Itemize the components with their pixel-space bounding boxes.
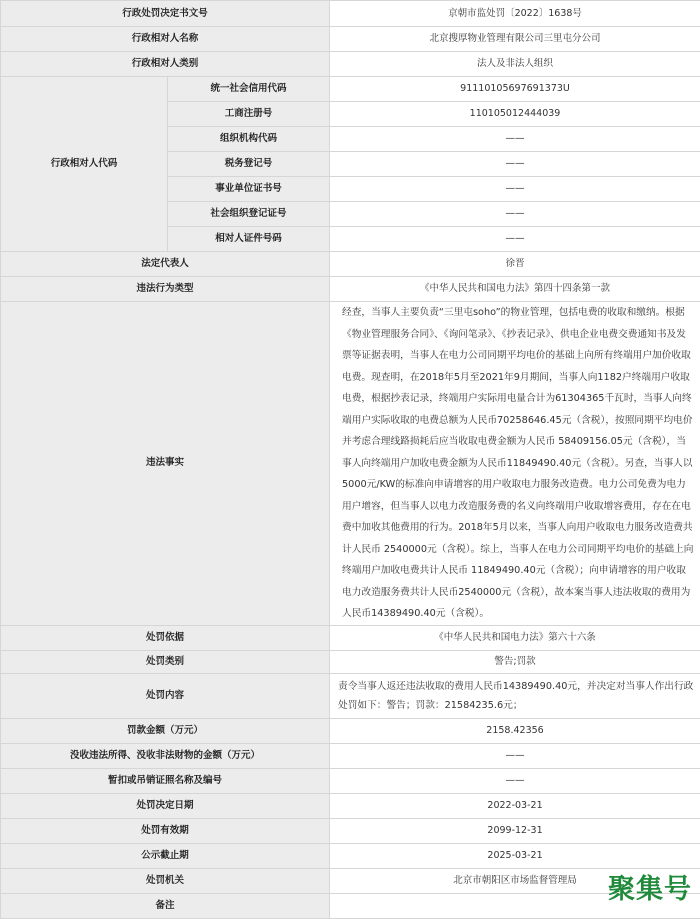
row-license: [1, 768, 700, 793]
authority-label: 处罚机关: [1, 868, 330, 893]
party-name-value: 北京搜厚物业管理有限公司三里屯分公司: [330, 27, 700, 52]
institution-cert-value: ——: [330, 177, 700, 202]
violation-facts-value: 经查，当事人主要负责“三里屯soho”的物业管理，包括电费的收取和缴纳。根据《物业管理服务合同》、《询问笔录》、《抄表记录》、供电企业电费交费通知书及发票等证据表明，当事人在电力公司同期平均电价的基础上向所有终端用户加价收取电费。现查明，在2018年5月至2021年9月期间，当事人向1182户终端用户收取电费，根据抄表记录，终端用户实际用电量合计为61304365千瓦时，当事人向终端用户实际收取的电费总额为人民币70258646.45元（含税），按照同期平均电价并考虑合理线路损耗后应当收取电费金额为人民币 58409156.05元（含税），当事人向终端用户加收电费金额为人民币11849490.40元（含税）。另查，当事人以5000元/KW的标准向申请增容的用户收取电力服务改造费。电力公司免费为电力用户增容，但当事人以电力改造服务费的名义向终端用户收取增容费用，存在在电费中加收其他费用的行为。2018年5月以来，当事人向用户收取电力服务改造费共计人民币 2540000元（含税）。综上，当事人在电力公司同期平均电价的基础上向终端用户加收电费共计人民币 11849490.40元（含税）；向申请增容的用户收取电力改造服务费共计人民币2540000元（含税），故本案当事人违法收取的费用为人民币14389490.40元（含税）。: [330, 302, 700, 626]
decision-no-label: 行政处罚决定书文号: [1, 1, 330, 27]
row-publish-until: [1, 843, 700, 868]
org-code-label: 组织机构代码: [168, 127, 330, 152]
remarks-label: 备注: [1, 893, 330, 918]
violation-type-value: 《中华人民共和国电力法》第四十四条第一款: [330, 277, 700, 302]
party-code-label: 行政相对人代码: [1, 77, 168, 252]
row-category: [1, 650, 700, 673]
party-type-value: 法人及非法人组织: [330, 52, 700, 77]
row-legal-rep: [1, 252, 700, 277]
legal-rep-label: 法定代表人: [1, 252, 330, 277]
authority-value: 北京市朝阳区市场监督管理局: [330, 868, 700, 893]
row-violation-facts: [1, 302, 700, 626]
id-number-label: 相对人证件号码: [168, 227, 330, 252]
confiscation-value: ——: [330, 743, 700, 768]
row-authority: [1, 868, 700, 893]
violation-facts-label: 违法事实: [1, 302, 330, 626]
row-decision-no: [1, 1, 700, 27]
publish-until-label: 公示截止期: [1, 843, 330, 868]
party-type-label: 行政相对人类别: [1, 52, 330, 77]
category-value: 警告;罚款: [330, 650, 700, 673]
license-label: 暂扣或吊销证照名称及编号: [1, 768, 330, 793]
tax-reg-value: ——: [330, 152, 700, 177]
row-fine: [1, 718, 700, 743]
confiscation-label: 没收违法所得、没收非法财物的金额（万元）: [1, 743, 330, 768]
basis-value: 《中华人民共和国电力法》第六十六条: [330, 625, 700, 650]
content-label: 处罚内容: [1, 673, 330, 718]
valid-until-value: 2099-12-31: [330, 818, 700, 843]
institution-cert-label: 事业单位证书号: [168, 177, 330, 202]
decision-date-value: 2022-03-21: [330, 793, 700, 818]
business-reg-label: 工商注册号: [168, 102, 330, 127]
row-credit-code: [1, 77, 700, 102]
legal-rep-value: 徐晋: [330, 252, 700, 277]
content-value: 责令当事人返还违法收取的费用人民币14389490.40元，并决定对当事人作出行政处罚如下：警告；罚款：21584235.6元；: [330, 673, 700, 718]
row-party-type: [1, 52, 700, 77]
license-value: ——: [330, 768, 700, 793]
row-content: [1, 673, 700, 718]
violation-type-label: 违法行为类型: [1, 277, 330, 302]
party-name-label: 行政相对人名称: [1, 27, 330, 52]
tax-reg-label: 税务登记号: [168, 152, 330, 177]
row-confiscation: [1, 743, 700, 768]
publish-until-value: 2025-03-21: [330, 843, 700, 868]
row-basis: [1, 625, 700, 650]
org-code-value: ——: [330, 127, 700, 152]
category-label: 处罚类别: [1, 650, 330, 673]
credit-code-label: 统一社会信用代码: [168, 77, 330, 102]
business-reg-value: 110105012444039: [330, 102, 700, 127]
fine-label: 罚款金额（万元）: [1, 718, 330, 743]
credit-code-value: 91110105697691373U: [330, 77, 700, 102]
decision-date-label: 处罚决定日期: [1, 793, 330, 818]
fine-value: 2158.42356: [330, 718, 700, 743]
row-party-name: [1, 27, 700, 52]
decision-no-value: 京朝市监处罚〔2022〕1638号: [330, 1, 700, 27]
social-org-label: 社会组织登记证号: [168, 202, 330, 227]
valid-until-label: 处罚有效期: [1, 818, 330, 843]
row-valid-until: [1, 818, 700, 843]
row-violation-type: [1, 277, 700, 302]
basis-label: 处罚依据: [1, 625, 330, 650]
row-remarks: [1, 893, 700, 918]
social-org-value: ——: [330, 202, 700, 227]
watermark-logo: 聚集号: [608, 867, 692, 906]
id-number-value: ——: [330, 227, 700, 252]
row-decision-date: [1, 793, 700, 818]
